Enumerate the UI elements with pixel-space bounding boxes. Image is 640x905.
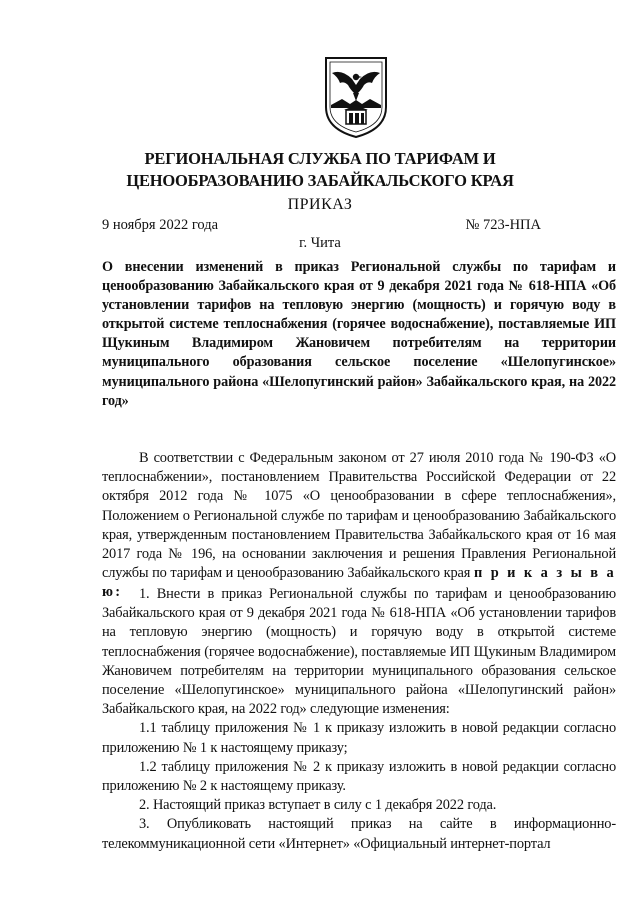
- organization-name: [60, 148, 580, 192]
- order-item-1-2: 1.2 таблицу приложения № 2 к приказу изложить в новой редакции согласно приложению № 2 к настоящему приказу.: [102, 758, 616, 795]
- order-item-1-1: 1.1 таблицу приложения № 1 к приказу изложить в новой редакции согласно приложению № 1 к настоящему приказу;: [102, 720, 616, 756]
- coat-of-arms-icon: [322, 55, 390, 140]
- organization-name-line-1: РЕГИОНАЛЬНАЯ СЛУЖБА ПО ТАРИФАМ И: [144, 149, 496, 168]
- document-city: г. Чита: [299, 235, 341, 251]
- document-date: 9 ноября 2022 года: [102, 217, 219, 233]
- order-item-2: 2. Настоящий приказ вступает в силу с 1 декабря 2022 года.: [139, 797, 497, 814]
- preamble: [102, 449, 616, 603]
- order-items: [102, 585, 616, 854]
- document-type: ПРИКАЗ: [287, 196, 353, 213]
- order-item-3: 3. Опубликовать настоящий приказ на сайте в информационно-телекоммуникационной сети «Интернет» «Официальный интернет-портал: [102, 816, 616, 852]
- document-number: № 723-НПА: [465, 217, 541, 233]
- order-item-1: 1. Внести в приказ Региональной службы по тарифам и ценообразованию Забайкальского края от 9 декабря 2021 года № 618-НПА «Об установлении тарифов на тепловую энергию (мощность) и горячую воду в открытой системе теплоснабжения (горячее водоснабжение), поставляемые ИП Щукиным Владимиром Жановичем потребителям на территории муниципального образования сельское поселение «Шелопугинское» муниципального района «Шелопугинский район» Забайкальского края, на 2022 год» следующие изменения:: [102, 586, 616, 718]
- document-title: О внесении изменений в приказ Региональной службы по тарифам и ценообразованию Забайкальского края от 9 декабря 2021 года № 618-НПА «Об установлении тарифов на тепловую энергию (мощность) и горячую воду в открытой системе теплоснабжения (горячее водоснабжение), поставляемые ИП Щукиным Владимиром Жановичем потребителям на территории муниципального образования сельское поселение «Шелопугинское» муниципального района «Шелопугинский район» Забайкальского края, на 2022 год»: [102, 259, 616, 409]
- organization-name-line-2: ЦЕНООБРАЗОВАНИЮ ЗАБАЙКАЛЬСКОГО КРАЯ: [126, 171, 514, 190]
- preamble-text: В соответствии с Федеральным законом от 27 июля 2010 года № 190-ФЗ «О теплоснабжении», постановлением Правительства Российской Федерации от 22 октября 2012 года № 1075 «О ценообразовании в сфере теплоснабжения», Положением о Региональной службе по тарифам и ценообразованию Забайкальского края, утвержденным постановлением Правительства Забайкальского края от 16 мая 2017 года № 196, на основании заключения и решения Правления Региональной службы по тарифам и ценообразованию Забайкальского края: [102, 450, 616, 582]
- command-word: п р и к а з ы в а ю:: [102, 565, 616, 601]
